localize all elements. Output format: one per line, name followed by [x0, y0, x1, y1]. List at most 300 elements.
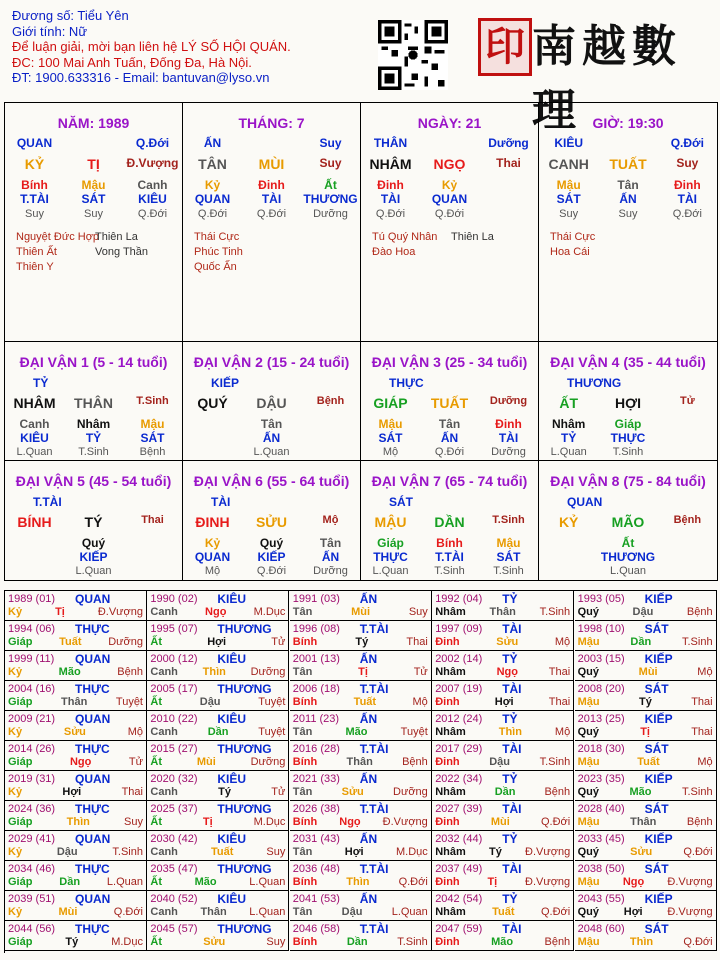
year-line — [293, 696, 428, 708]
year-label: 2011 (23) — [292, 713, 340, 725]
year-role: THỰC — [75, 622, 110, 636]
year-cell — [290, 711, 432, 741]
year-branch: Dậu — [632, 606, 654, 618]
year-phase: Suy — [266, 936, 286, 948]
year-line — [293, 756, 428, 768]
dai-van-ten-gods-item: THƯƠNG — [600, 550, 656, 564]
year-label: 1999 (11) — [8, 653, 55, 665]
year-phase: Tử — [413, 666, 428, 678]
year-stem: Nhâm — [435, 606, 466, 618]
year-phase: Thai — [406, 636, 428, 648]
year-cell — [147, 771, 289, 801]
year-stem: Ất — [150, 696, 162, 708]
year-line — [150, 606, 285, 618]
year-cell — [5, 711, 147, 741]
year-branch: Tý — [65, 936, 79, 948]
dai-van-title: ĐẠI VẬN 3 (25 - 34 tuổi) — [371, 354, 528, 370]
year-stem: Bính — [292, 756, 318, 768]
pillar-stem-branch-item: Suy — [319, 156, 342, 170]
pillar-phases-item: Suy — [559, 208, 579, 220]
pillar-phases-item: Q.Đới — [137, 208, 168, 220]
year-line — [435, 726, 570, 738]
pillar-ten-gods-item: TÀI — [261, 192, 282, 206]
year-branch: Thân — [200, 906, 227, 918]
profile-header — [12, 8, 291, 86]
year-stem: Tân — [292, 606, 313, 618]
year-line — [293, 606, 428, 618]
pillar-phases-item: Q.Đới — [197, 208, 228, 220]
year-stem: Mậu — [577, 756, 600, 768]
year-cell — [290, 771, 432, 801]
year-line — [293, 726, 428, 738]
year-cell — [147, 831, 289, 861]
dai-van-hidden-stems-item: Mậu — [140, 417, 165, 431]
dai-van-ten-gods-item — [183, 431, 242, 445]
year-cell — [147, 711, 289, 741]
year-role: KIÊU — [217, 832, 247, 846]
year-stem: Bính — [292, 636, 318, 648]
dai-van-stem-branch-item: T.Sinh — [492, 514, 525, 526]
year-label: 2043 (55) — [577, 893, 625, 905]
dai-van-hidden-stems-item — [301, 417, 360, 431]
year-role: SÁT — [644, 862, 669, 876]
year-branch: Tý — [218, 786, 232, 798]
year-cell — [5, 861, 147, 891]
year-cell — [5, 591, 147, 621]
year-stem: Giáp — [8, 636, 33, 648]
year-role: SÁT — [644, 682, 669, 696]
year-label: 2032 (44) — [435, 833, 483, 845]
dai-van-phases-item: L.Quan — [253, 446, 290, 458]
dai-van-hidden-stems-item — [5, 536, 64, 550]
year-phase: Suy — [124, 816, 143, 828]
pillar-ten-gods — [361, 192, 538, 206]
pillar-stars-right — [95, 230, 148, 260]
year-role: KIẾP — [644, 772, 673, 786]
year-cell — [432, 801, 574, 831]
pillar-stem-branch-item: TUẤT — [609, 156, 647, 172]
year-line — [578, 906, 713, 918]
year-label: 2015 (27) — [150, 743, 198, 755]
year-line — [293, 786, 428, 798]
year-phase: Thai — [548, 666, 571, 678]
year-stem: Quý — [577, 726, 599, 738]
pillar-stars-right — [451, 230, 494, 245]
year-line — [578, 846, 713, 858]
year-branch: Tý — [488, 846, 502, 858]
pillar-roles-item — [64, 136, 123, 150]
year-cell — [147, 921, 289, 951]
year-phase: T.Sinh — [682, 786, 713, 798]
dai-van-ten-gods-item: KIẾP — [79, 550, 108, 564]
dai-van-stem-branch-item: ẤT — [559, 395, 578, 411]
year-role: THƯƠNG — [217, 862, 272, 876]
year-label: 2023 (35) — [577, 773, 625, 785]
pillar-stem-branch-item: CANH — [548, 156, 589, 172]
year-branch: Tị — [55, 606, 65, 618]
year-phase: Bệnh — [686, 816, 713, 828]
year-cell — [147, 651, 289, 681]
dai-van-stem-branch-item: MÃO — [611, 514, 645, 530]
year-stem: Canh — [150, 606, 178, 618]
year-cell — [290, 861, 432, 891]
year-phase: Mộ — [554, 636, 571, 648]
star-item: Thiên La — [451, 231, 494, 243]
pillar-hidden-stems — [539, 178, 717, 192]
dai-van-phases-item — [658, 446, 717, 458]
year-phase: Dưỡng — [108, 636, 143, 648]
star-item: Hoa Cái — [550, 246, 590, 258]
dai-van-phases-item: L.Quan — [609, 565, 647, 577]
dai-van-stem-branch — [5, 395, 182, 411]
year-phase: Mộ — [127, 726, 143, 738]
dai-van-hidden-stems-item: Quý — [259, 536, 284, 550]
pillar-title: NGÀY: 21 — [417, 115, 482, 131]
year-label: 2001 (13) — [292, 653, 340, 665]
year-stem: Tân — [292, 786, 313, 798]
year-role: TÀI — [502, 802, 522, 816]
year-role: KIÊU — [217, 592, 247, 606]
year-stem: Mậu — [577, 816, 600, 828]
dai-van-stem-branch-item: NHÂM — [13, 395, 56, 411]
year-role: QUAN — [75, 832, 111, 846]
year-label: 1992 (04) — [435, 593, 483, 605]
year-role: KIẾP — [644, 712, 673, 726]
year-branch: Sửu — [203, 936, 226, 948]
year-role: ẤN — [359, 892, 378, 906]
dai-van-stem-branch-item: Tử — [679, 395, 695, 407]
pillar-ten-gods — [539, 192, 717, 206]
year-cell — [575, 621, 717, 651]
dai-van-hidden-stems — [5, 536, 182, 550]
dai-van-hidden-stems-item — [658, 417, 717, 431]
year-stem: Nhâm — [435, 666, 466, 678]
year-phase: Dưỡng — [393, 786, 428, 798]
pillar-hidden-stems — [183, 178, 360, 192]
pillar-stars-left — [372, 230, 437, 260]
dai-van-ten-gods-item — [123, 550, 182, 564]
year-phase: Tuyệt — [400, 726, 428, 738]
year-cell — [575, 771, 717, 801]
dai-van-phases-item: Dưỡng — [491, 446, 526, 458]
dai-van-ten-gods — [539, 550, 717, 564]
pillar-phases — [539, 208, 717, 220]
year-branch: Mùi — [490, 816, 510, 828]
year-branch: Hợi — [344, 846, 364, 858]
year-branch: Mão — [629, 786, 652, 798]
year-stem: Đinh — [435, 756, 460, 768]
year-stem: Canh — [150, 846, 178, 858]
year-role: THƯƠNG — [217, 742, 272, 756]
pillar-stars-left — [550, 230, 595, 260]
pillar-stem-branch — [539, 156, 717, 172]
year-label: 1997 (09) — [435, 623, 483, 635]
pillar-title: NĂM: 1989 — [57, 115, 130, 131]
dai-van-ten-gods-item — [539, 550, 598, 564]
year-cell — [147, 621, 289, 651]
year-line — [8, 756, 143, 768]
owner-name: Đương số: Tiểu Yên — [12, 8, 129, 23]
year-phase: T.Sinh — [112, 846, 143, 858]
pillar-hidden-stems-item: Mậu — [556, 178, 581, 192]
dai-van-ten-gods-item: THỰC — [373, 550, 408, 564]
year-phase: Bệnh — [402, 756, 428, 768]
dai-van-stem-branch-item: T.Sinh — [136, 395, 169, 407]
dai-van-phases-item: L.Quan — [16, 446, 53, 458]
dai-van-phases — [5, 446, 182, 458]
seal-character: 印 — [485, 23, 525, 70]
year-stem: Đinh — [435, 936, 460, 948]
year-stem: Giáp — [8, 696, 33, 708]
year-role: KIẾP — [644, 832, 673, 846]
dai-van-ten-gods-item — [658, 550, 717, 564]
dai-van-ten-gods-item: ẤN — [321, 550, 340, 564]
dai-van-phases-item — [658, 565, 717, 577]
dai-van-hidden-stems-item: Đinh — [495, 417, 522, 431]
year-cell — [575, 591, 717, 621]
year-stem: Tân — [292, 666, 313, 678]
year-stem: Bính — [292, 816, 318, 828]
year-cell — [147, 741, 289, 771]
phone-email[interactable]: ĐT: 1900.633316 - Email: bantuvan@lyso.vn — [12, 70, 270, 85]
pillar-stem-branch — [183, 156, 360, 172]
year-role: SÁT — [644, 742, 669, 756]
year-cell — [147, 801, 289, 831]
year-label: 2021 (33) — [292, 773, 340, 785]
year-branch: Tuất — [353, 696, 377, 708]
dai-van-stem-branch-item: KỶ — [558, 514, 579, 530]
year-branch: Tuất — [637, 756, 660, 768]
year-branch: Hợi — [494, 696, 514, 708]
year-phase: Q.Đới — [683, 936, 713, 948]
year-branch: Sửu — [630, 846, 653, 858]
year-role: QUAN — [75, 892, 111, 906]
year-branch: Mùi — [351, 606, 371, 618]
year-line — [578, 666, 713, 678]
year-label: 2044 (56) — [8, 923, 56, 935]
dai-van-title: ĐẠI VẬN 2 (15 - 24 tuổi) — [193, 354, 350, 370]
year-label: 2010 (22) — [150, 713, 198, 725]
dai-van-hidden-stems-item: Tân — [438, 417, 461, 431]
year-stem: Bính — [292, 696, 318, 708]
year-stem: Nhâm — [435, 846, 466, 858]
dai-van-cell — [361, 342, 539, 461]
year-branch: Tuất — [210, 846, 234, 858]
address: ĐC: 100 Mai Anh Tuấn, Đống Đa, Hà Nội. — [12, 54, 252, 70]
star-item: Thái Cực — [550, 231, 596, 243]
year-role: SÁT — [644, 922, 669, 936]
year-stem: Bính — [292, 936, 318, 948]
pillar-stem-branch-item: Thai — [496, 156, 521, 170]
year-line — [8, 906, 143, 918]
year-phase: M.Dục — [396, 846, 428, 858]
year-stem: Mậu — [577, 696, 600, 708]
dai-van-ten-gods-item: ẤN — [262, 431, 281, 445]
dai-van-role: THỰC — [389, 376, 424, 390]
dai-van-hidden-stems-item: Giáp — [377, 536, 404, 550]
year-cell — [432, 831, 574, 861]
year-phase: Đ.Vượng — [97, 606, 143, 618]
pillar-hidden-stems-item: Đinh — [258, 178, 285, 192]
red-seal-stamp — [478, 18, 532, 76]
year-phase: Tử — [128, 756, 143, 768]
year-label: 2004 (16) — [8, 683, 56, 695]
year-label: 1989 (01) — [8, 593, 56, 605]
year-label: 2038 (50) — [577, 863, 625, 875]
year-branch: Hợi — [623, 906, 643, 918]
year-label: 2026 (38) — [292, 803, 340, 815]
year-line — [8, 786, 143, 798]
year-line — [578, 606, 713, 618]
pillar-title: THÁNG: 7 — [238, 115, 305, 131]
year-branch: Dần — [346, 936, 368, 948]
dai-van-phases — [361, 446, 538, 458]
year-phase: Q.Đới — [540, 906, 571, 918]
pillar-roles-item: THÂN — [373, 136, 408, 150]
dai-van-phases-item: T.Sinh — [78, 446, 109, 458]
dai-van-ten-gods — [5, 431, 182, 445]
dai-van-ten-gods-item: KIẾP — [257, 550, 286, 564]
year-line — [293, 906, 428, 918]
dai-van-phases-item: L.Quan — [75, 565, 112, 577]
year-label: 2036 (48) — [292, 863, 340, 875]
year-cell — [575, 681, 717, 711]
year-line — [8, 876, 143, 888]
year-line — [578, 786, 713, 798]
year-label: 2007 (19) — [435, 683, 483, 695]
year-role: THƯƠNG — [217, 682, 272, 696]
dai-van-role: SÁT — [389, 495, 413, 509]
year-line — [435, 876, 570, 888]
year-role: SÁT — [644, 802, 669, 816]
pillar-ten-gods-item: SÁT — [81, 192, 106, 206]
year-line — [293, 636, 428, 648]
dai-van-hidden-stems-item: Tân — [319, 536, 342, 550]
year-label: 1990 (02) — [150, 593, 198, 605]
dai-van-cell — [539, 461, 718, 581]
pillar-hidden-stems-item: Bính — [21, 178, 48, 192]
year-cell — [432, 681, 574, 711]
year-cell — [575, 831, 717, 861]
year-branch: Tuất — [59, 636, 82, 648]
pillar-stem-branch-item: Suy — [676, 156, 699, 170]
pillar-ten-gods-item: SÁT — [556, 192, 581, 206]
year-label: 2017 (29) — [435, 743, 483, 755]
year-role: T.TÀI — [359, 802, 389, 816]
year-line — [150, 816, 285, 828]
dai-van-ten-gods — [183, 431, 360, 445]
year-branch: Dậu — [489, 756, 511, 768]
dai-van-title: ĐẠI VẬN 6 (55 - 64 tuổi) — [193, 473, 350, 489]
pillar-roles-item — [420, 136, 479, 150]
year-cell — [5, 681, 147, 711]
star-item: Phúc Tinh — [194, 246, 243, 258]
year-stem: Nhâm — [435, 786, 466, 798]
year-label: 2018 (30) — [577, 743, 625, 755]
year-label: 2014 (26) — [8, 743, 56, 755]
dai-van-phases-item: Dưỡng — [313, 565, 348, 577]
year-role: KIÊU — [217, 652, 247, 666]
dai-van-ten-gods — [183, 550, 360, 564]
pillar-stem-branch — [5, 156, 182, 172]
pillar-hidden-stems-item: Tân — [617, 178, 639, 192]
dai-van-hidden-stems-item: Nhâm — [76, 417, 111, 431]
dai-van-phases-item: Mộ — [204, 565, 221, 577]
pillar-phases-item: Suy — [618, 208, 638, 220]
pillar-stem-branch-item: MÙI — [258, 156, 285, 172]
year-line — [150, 696, 285, 708]
year-branch: Thìn — [66, 816, 90, 828]
year-cell — [147, 861, 289, 891]
year-branch: Dậu — [341, 906, 363, 918]
pillar-ten-gods-item: TÀI — [380, 192, 401, 206]
dai-van-title: ĐẠI VẬN 4 (35 - 44 tuổi) — [550, 354, 706, 370]
dai-van-stem-branch-item: Mộ — [322, 514, 339, 526]
year-stem: Đinh — [435, 696, 460, 708]
year-role: KIẾP — [644, 592, 673, 606]
star-item: Đào Hoa — [372, 246, 416, 258]
year-role: TỶ — [502, 652, 518, 666]
dai-van-stem-branch-item: THÂN — [74, 395, 113, 411]
year-label: 2013 (25) — [577, 713, 625, 725]
dai-van-hidden-stems — [539, 417, 717, 431]
dai-van-stem-branch — [183, 395, 360, 411]
brand-logo: 南越數理 — [532, 21, 682, 136]
year-stem: Quý — [577, 666, 599, 678]
year-stem: Kỷ — [8, 846, 23, 858]
year-role: T.TÀI — [359, 682, 389, 696]
pillar-hidden-stems-item: Canh — [137, 178, 168, 192]
dai-van-phases-item: L.Quan — [550, 446, 587, 458]
year-cell — [290, 621, 432, 651]
year-label: 2033 (45) — [577, 833, 625, 845]
dai-van-hidden-stems-item: Giáp — [614, 417, 642, 431]
year-stem: Kỷ — [8, 726, 23, 738]
year-line — [435, 786, 570, 798]
year-label: 2025 (37) — [150, 803, 198, 815]
year-role: KIÊU — [217, 712, 247, 726]
dai-van-role: THƯƠNG — [567, 376, 622, 390]
year-line — [8, 846, 143, 858]
pillar-stem-branch-item: NHÂM — [369, 156, 412, 172]
year-cell — [432, 651, 574, 681]
dai-van-phases — [5, 565, 182, 577]
dai-van-hidden-stems-item — [658, 536, 717, 550]
year-cell — [290, 891, 432, 921]
year-role: ẤN — [359, 712, 378, 726]
dai-van-ten-gods-item: SÁT — [140, 431, 165, 445]
year-role: ẤN — [359, 832, 378, 846]
year-label: 2003 (15) — [577, 653, 625, 665]
year-stem: Kỷ — [8, 906, 23, 918]
year-stem: Giáp — [8, 816, 33, 828]
year-stem: Giáp — [8, 876, 33, 888]
dai-van-role: TÀI — [211, 495, 231, 509]
dai-van-stem-branch — [361, 395, 538, 411]
dai-van-hidden-stems-item: Mậu — [378, 417, 403, 431]
year-label: 2020 (32) — [150, 773, 198, 785]
year-line — [435, 606, 570, 618]
year-branch: Sửu — [341, 786, 364, 798]
year-line — [150, 726, 285, 738]
year-phase: Bệnh — [544, 936, 571, 948]
year-stem: Nhâm — [435, 726, 466, 738]
year-branch: Thân — [489, 606, 516, 618]
year-cell — [432, 741, 574, 771]
pillar-phases-item — [479, 208, 538, 220]
dai-van-hidden-stems-item: Nhâm — [551, 417, 586, 431]
year-branch: Tuất — [492, 906, 515, 918]
